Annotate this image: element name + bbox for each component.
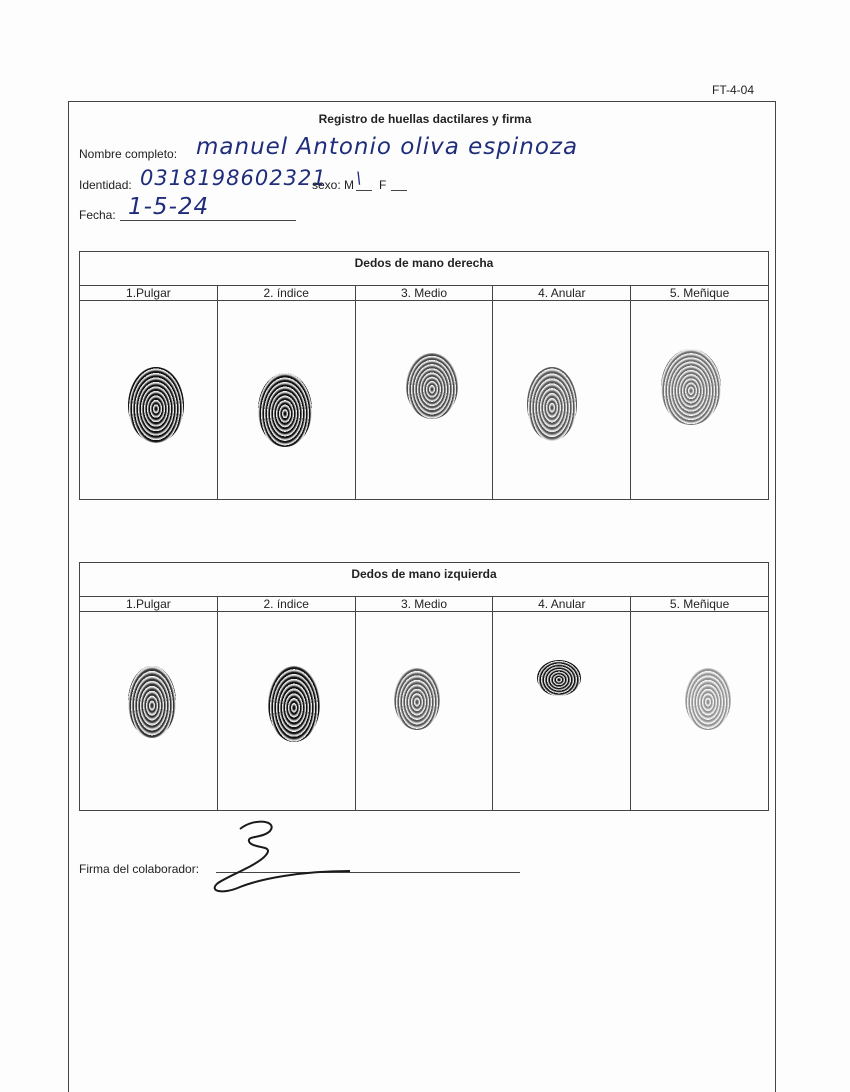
sex-f-line xyxy=(391,190,407,191)
left-hand-print-row xyxy=(80,612,768,810)
right-print-cell xyxy=(80,301,218,499)
left-finger-label: 2. índice xyxy=(218,597,356,612)
right-finger-label: 3. Medio xyxy=(356,286,494,301)
name-value: manuel Antonio oliva espinoza xyxy=(196,134,579,160)
right-print-cell xyxy=(631,301,768,499)
signature-mark xyxy=(200,815,360,897)
name-label: Nombre completo: xyxy=(79,147,178,161)
left-hand-title: Dedos de mano izquierda xyxy=(80,563,768,597)
left-finger-label: 3. Medio xyxy=(356,597,494,612)
right-finger-label: 5. Meñique xyxy=(631,286,768,301)
fingerprint-image xyxy=(268,666,320,742)
left-print-cell xyxy=(218,612,356,810)
date-label: Fecha: xyxy=(79,208,116,222)
sex-m-line xyxy=(356,190,372,191)
right-hand-section xyxy=(79,251,769,500)
left-hand-section xyxy=(79,562,769,811)
right-hand-header-row xyxy=(80,286,768,301)
right-hand-print-row xyxy=(80,301,768,499)
sex-label: sexo: M xyxy=(312,178,355,192)
right-print-cell xyxy=(493,301,631,499)
date-line xyxy=(120,220,296,221)
right-finger-label: 1.Pulgar xyxy=(80,286,218,301)
right-hand-title: Dedos de mano derecha xyxy=(80,252,768,286)
fingerprint-image xyxy=(685,668,731,730)
signature-label: Firma del colaborador: xyxy=(79,862,200,876)
fingerprint-image xyxy=(537,660,581,696)
fingerprint-image xyxy=(258,373,312,447)
left-print-cell xyxy=(356,612,494,810)
fingerprint-image xyxy=(394,668,440,730)
id-label: Identidad: xyxy=(79,178,132,192)
fingerprint-image xyxy=(128,367,184,443)
fingerprint-image xyxy=(527,367,577,441)
date-value: 1-5-24 xyxy=(128,194,210,220)
left-finger-label: 4. Anular xyxy=(493,597,631,612)
form-title: Registro de huellas dactilares y firma xyxy=(318,112,532,126)
sex-mark: \ xyxy=(356,168,363,187)
fingerprint-image xyxy=(661,349,721,425)
form-code: FT-4-04 xyxy=(711,83,754,97)
right-print-cell xyxy=(356,301,494,499)
left-hand-header-row xyxy=(80,597,768,612)
right-finger-label: 4. Anular xyxy=(493,286,631,301)
left-finger-label: 1.Pulgar xyxy=(80,597,218,612)
right-finger-label: 2. índice xyxy=(218,286,356,301)
sex-f-label: F xyxy=(379,178,387,192)
id-value: 0318198602321 xyxy=(140,166,327,190)
right-print-cell xyxy=(218,301,356,499)
left-print-cell xyxy=(493,612,631,810)
left-print-cell xyxy=(631,612,768,810)
fingerprint-image xyxy=(406,353,458,419)
left-finger-label: 5. Meñique xyxy=(631,597,768,612)
fingerprint-image xyxy=(128,666,176,738)
left-print-cell xyxy=(80,612,218,810)
